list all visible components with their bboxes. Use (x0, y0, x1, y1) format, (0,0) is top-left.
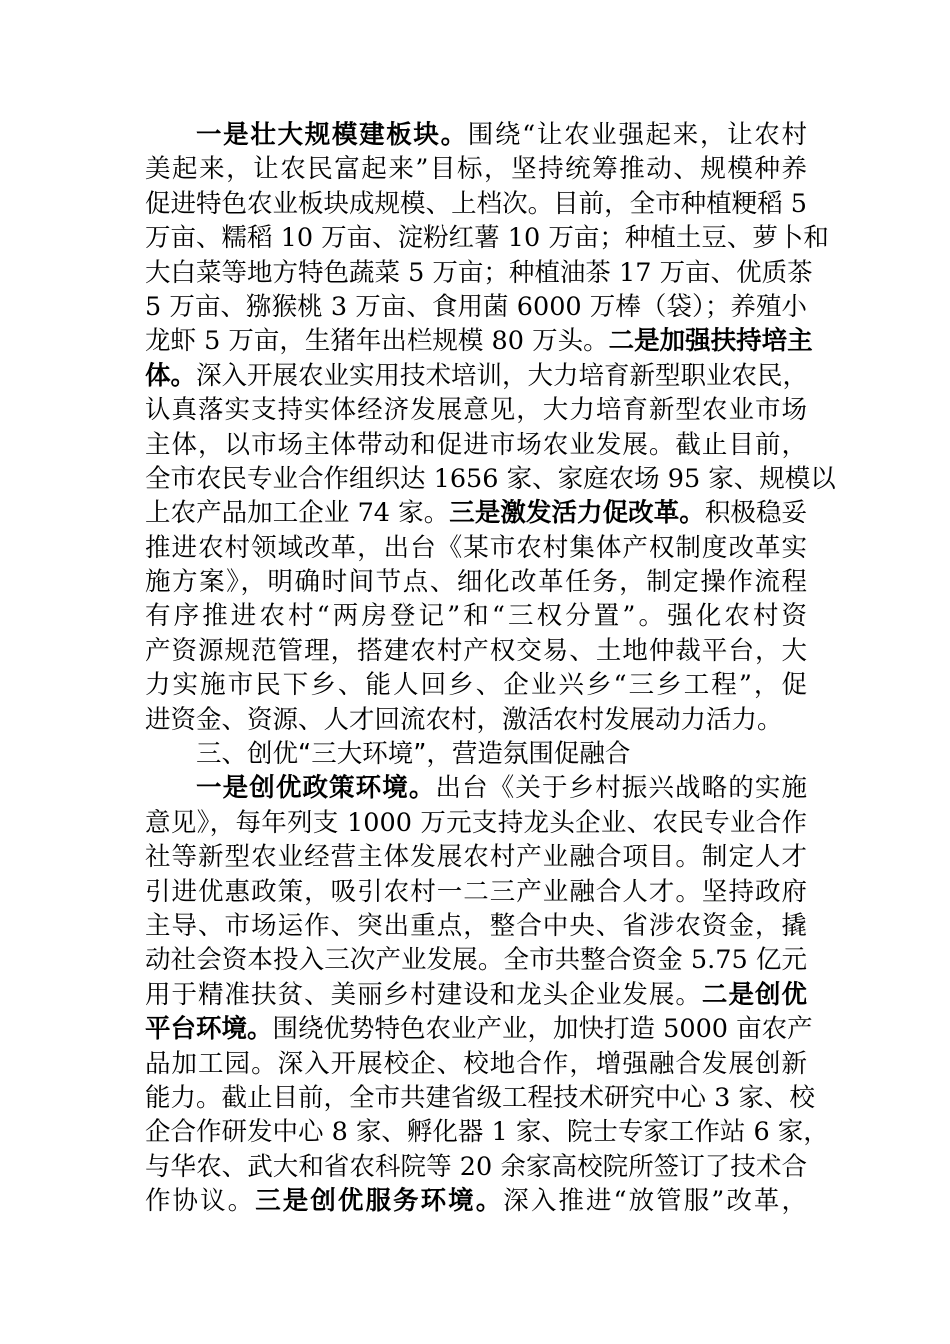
text-line (145, 1047, 807, 1081)
text-line (145, 531, 807, 565)
text-run: 万亩、糯稻 10 万亩、淀粉红薯 10 万亩；种植土豆、萝卜和 (145, 223, 829, 254)
text-run: 品加工园。深入开展校企、校地合作，增强融合发展创新 (145, 1048, 807, 1079)
text-line (145, 462, 836, 496)
text-line (145, 256, 813, 290)
text-run: 能力。截止目前，全市共建省级工程技术研究中心 3 家、校 (145, 1082, 815, 1113)
text-line (145, 221, 829, 255)
text-line (145, 187, 807, 221)
text-line (145, 668, 807, 702)
text-line (145, 496, 807, 530)
text-line (145, 634, 807, 668)
text-run: 龙虾 5 万亩，生猪年出栏规模 80 万头。 (145, 326, 609, 357)
bold-lead-phrase: 三是激发活力促改革。 (449, 498, 705, 529)
text-run: 产资源规范管理，搭建农村产权交易、土地仲裁平台，大 (145, 635, 807, 666)
text-run: 全市农民专业合作组织达 1656 家、家庭农场 95 家、规模以 (145, 463, 836, 494)
text-run: 大白菜等地方特色蔬菜 5 万亩；种植油茶 17 万亩、优质茶 (145, 257, 813, 288)
text-line (145, 703, 807, 737)
text-line (145, 943, 807, 977)
text-run: 力实施市民下乡、能人回乡、企业兴乡“三乡工程”，促 (145, 670, 807, 701)
text-run: 主导、市场运作、突出重点，整合中央、省涉农资金，撬 (145, 910, 807, 941)
text-line (145, 771, 807, 805)
text-run: 推进农村领域改革，出台《某市农村集体产权制度改革实 (145, 532, 807, 563)
text-run: 5 万亩、猕猴桃 3 万亩、食用菌 6000 万棒（袋）；养殖小 (145, 291, 807, 322)
text-run: 促进特色农业板块成规模、上档次。目前，全市种植粳稻 5 (145, 188, 807, 219)
text-line (145, 840, 807, 874)
document-body (145, 118, 836, 1219)
text-line (145, 290, 807, 324)
text-line (145, 152, 807, 186)
bold-lead-phrase: 二是创优 (701, 979, 807, 1010)
text-run: 有序推进农村“两房登记”和“三权分置”。强化农村资 (145, 601, 807, 632)
bold-lead-phrase: 二是加强扶持培主 (608, 326, 813, 357)
bold-lead-phrase: 一是创优政策环境。 (196, 773, 436, 804)
text-run: 认真落实支持实体经济发展意见，大力培育新型农业市场 (145, 395, 807, 426)
text-run: 积极稳妥 (704, 498, 807, 529)
text-line (145, 806, 807, 840)
text-run: 动社会资本投入三次产业发展。全市共整合资金 5.75 亿元 (145, 945, 807, 976)
text-run: 作协议。 (145, 1186, 256, 1217)
text-run: 企合作研发中心 8 家、孵化器 1 家、院士专家工作站 6 家， (145, 1117, 829, 1148)
text-line (145, 1115, 829, 1149)
text-run: 美起来，让农民富起来”目标，坚持统筹推动、规模种养 (145, 154, 807, 185)
bold-lead-phrase: 三是创优服务环境。 (255, 1186, 504, 1217)
bold-lead-phrase: 平台环境。 (145, 1014, 273, 1045)
text-line (145, 599, 807, 633)
text-run: 用于精准扶贫、美丽乡村建设和龙头企业发展。 (145, 979, 702, 1010)
text-run: 出台《关于乡村振兴战略的实施 (435, 773, 807, 804)
text-line (145, 978, 807, 1012)
section-heading (145, 737, 807, 771)
text-run: 深入推进“放管服”改革， (503, 1186, 807, 1217)
text-line (145, 118, 807, 152)
text-line (145, 1150, 807, 1184)
text-line (145, 1012, 813, 1046)
text-run: 三、创优“三大环境”，营造氛围促融合 (196, 739, 631, 770)
text-line (145, 1184, 807, 1218)
text-line (145, 909, 807, 943)
text-line (145, 359, 807, 393)
text-run: 进资金、资源、人才回流农村，激活农村发展动力活力。 (145, 704, 783, 735)
text-run: 围绕优势特色农业产业，加快打造 5000 亩农产 (272, 1014, 813, 1045)
bold-lead-phrase: 一是壮大规模建板块。 (196, 120, 468, 150)
text-run: 深入开展农业实用技术培训，大力培育新型职业农民， (196, 360, 809, 391)
text-run: 社等新型农业经营主体发展农村产业融合项目。制定人才 (145, 842, 807, 873)
text-run: 意见》，每年列支 1000 万元支持龙头企业、农民专业合作 (145, 807, 807, 838)
text-run: 施方案》，明确时间节点、细化改革任务，制定操作流程 (145, 567, 807, 598)
text-line (145, 875, 807, 909)
text-line (145, 324, 813, 358)
text-run: 主体，以市场主体带动和促进市场农业发展。截止目前， (145, 429, 807, 460)
text-run: 上农产品加工企业 74 家。 (145, 498, 450, 529)
text-line (145, 1081, 815, 1115)
text-line (145, 565, 807, 599)
text-line (145, 393, 807, 427)
text-run: 引进优惠政策，吸引农村一二三产业融合人才。坚持政府 (145, 876, 807, 907)
bold-lead-phrase: 体。 (145, 360, 197, 391)
text-run: 围绕“让农业强起来，让农村 (467, 120, 807, 150)
text-line (145, 428, 807, 462)
text-run: 与华农、武大和省农科院等 20 余家高校院所签订了技术合 (145, 1151, 807, 1182)
